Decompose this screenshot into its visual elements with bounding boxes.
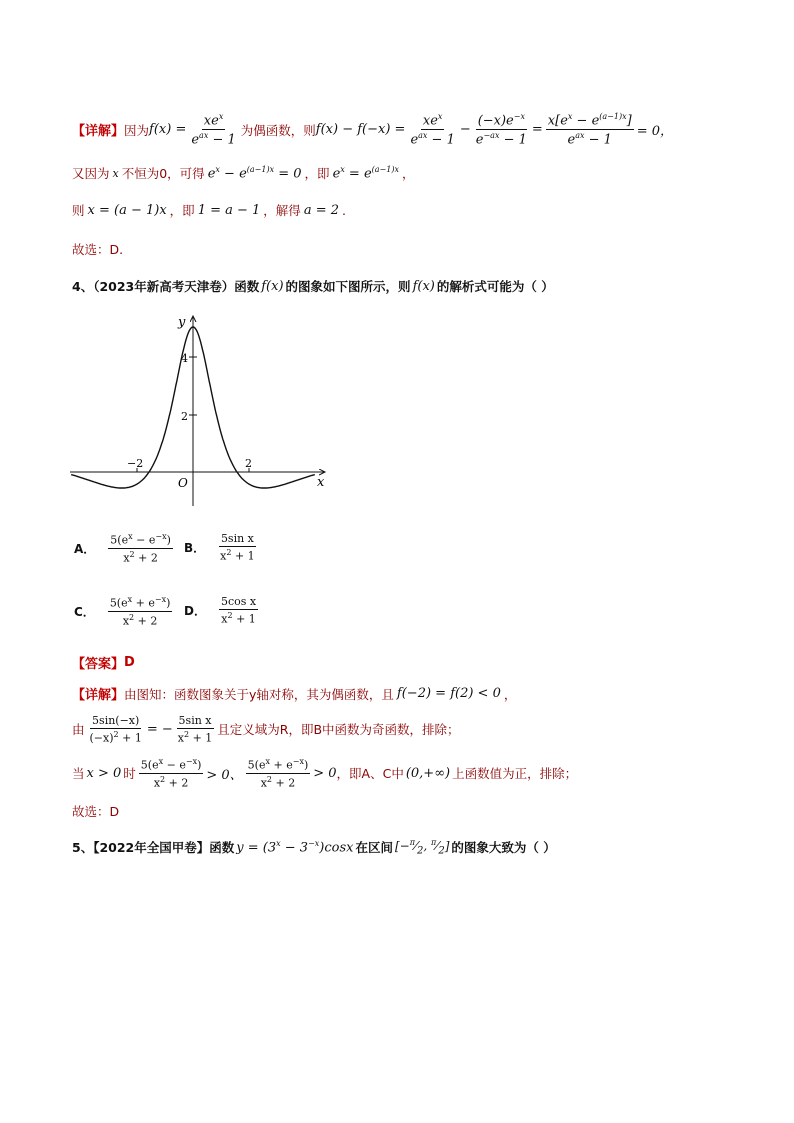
math: (0,+∞) <box>405 765 451 781</box>
math: x <box>112 166 119 180</box>
text: 当 <box>72 766 85 782</box>
fraction: $\frac{5\sin(-x)}{(-x)^2 + 1}$ <box>89 714 142 745</box>
question-4-stem <box>72 277 554 295</box>
x-axis-label: x <box>317 475 325 490</box>
detail-line-2 <box>72 164 414 182</box>
math: > 0 <box>313 765 337 781</box>
option-b[interactable]: B． $\frac{\text{5sin x}}{x^2 + 1}$ <box>184 532 255 563</box>
fraction: $\frac{xe^x}{e^{ax} - 1}$ <box>191 112 236 148</box>
tick-label-xn2: −2 <box>127 457 144 470</box>
text: 为偶函数，则 <box>240 122 316 138</box>
q4-detail-line-3 <box>72 757 577 789</box>
fraction: $\frac{\text{5sin x}}{x^2 + 1}$ <box>177 714 213 745</box>
fraction: $\frac{5(e^x - e^{-x})}{x^2 + 2}$ <box>140 757 202 790</box>
y-axis-label: y <box>178 315 186 330</box>
fraction: $\frac{\text{5sin x}}{x^2 + 1}$ <box>220 532 255 563</box>
detail-line-1: 【详解】 因为 f(x) = $\frac{xe^x}{e^{ax} - 1}$ 为偶函数，则 f(x) − f(−x) = $\frac{xe^x}{e^{ax} - 1}$ − $\frac{(-x)e^{-x}}{e^{-ax} - 1}$ = $\frac{x[e^x - e^{(a-1)x}]}{e^{ax} - 1}$ = 0， <box>72 112 673 148</box>
fraction: $\frac{5(e^x - e^{-x})}{x^2 + 2}$ <box>110 532 171 565</box>
math: f(x) = <box>149 122 187 138</box>
text: 因为 <box>124 122 150 138</box>
text: 由 <box>72 722 85 738</box>
text: 又因为 <box>72 166 110 181</box>
fraction: $\frac{(-x)e^{-x}}{e^{-ax} - 1}$ <box>475 112 527 148</box>
answer-line <box>72 653 135 672</box>
math: = − <box>146 721 173 737</box>
text: 的图象大致为（ ） <box>451 840 556 856</box>
detail-line-4 <box>72 240 123 258</box>
text: 由图知：函数图象关于y轴对称，其为偶函数，且 <box>124 686 394 702</box>
choice-conclusion: 故选：D. <box>72 242 124 257</box>
text: ， <box>503 686 517 702</box>
text: 5、【2022年全国甲卷】函数 <box>72 840 235 856</box>
option-a[interactable]: A． $\frac{5(e^x - e^{-x})}{x^2 + 2}$ <box>74 532 171 565</box>
q4-detail-line-2 <box>72 714 460 745</box>
text: ，即A、C中 <box>336 766 404 782</box>
tick-label-y4: 4 <box>181 352 188 365</box>
option-d[interactable]: D． $\frac{\text{5cos x}}{x^2 + 1}$ <box>184 595 257 626</box>
math: x = (a − 1)x <box>87 202 167 218</box>
option-c[interactable]: C． $\frac{5(e^x + e^{-x})}{x^2 + 2}$ <box>74 595 171 628</box>
fraction: $\frac{x[e^x - e^{(a-1)x}]}{e^{ax} - 1}$ <box>547 112 632 148</box>
math: 1 = a − 1 <box>197 202 261 218</box>
answer-tag: 【答案】 <box>72 657 125 672</box>
text: 时 <box>123 766 136 782</box>
fraction: $\frac{5(e^x + e^{-x})}{x^2 + 2}$ <box>247 757 309 790</box>
text: 的解析式可能为（ ） <box>436 279 554 294</box>
q4-detail-line-4 <box>72 802 119 820</box>
detail-line-3 <box>72 201 346 219</box>
math: f(x) <box>261 278 284 294</box>
text: 且定义域为R，即B中函数为奇函数，排除； <box>217 722 460 738</box>
text: . <box>342 202 346 218</box>
detail-tag: 【详解】 <box>72 124 125 140</box>
math: = 0， <box>636 124 673 140</box>
math: $e^x - e^{(a-1)x} = 0$ <box>207 164 302 182</box>
math: f(x) <box>412 278 435 294</box>
tick-label-x2: 2 <box>245 457 252 470</box>
text: ，即 <box>169 203 195 218</box>
text: 不恒为0，可得 <box>121 166 205 181</box>
tick-label-y2: 2 <box>181 410 188 423</box>
text: ， <box>401 166 415 181</box>
fraction: $\frac{xe^x}{e^{ax} - 1}$ <box>410 112 455 148</box>
text: ，解得 <box>263 203 301 218</box>
text: 在区间 <box>355 840 393 856</box>
math: a = 2 <box>303 202 339 218</box>
math: f(−2) = f(2) < 0 <box>396 686 501 701</box>
answer-value: D <box>124 655 135 670</box>
fraction: $\frac{5(e^x + e^{-x})}{x^2 + 2}$ <box>109 595 171 628</box>
text: ，即 <box>304 166 330 181</box>
math: f(x) − f(−x) = <box>315 122 406 138</box>
function-graph <box>70 312 330 512</box>
detail-tag: 【详解】 <box>72 688 125 703</box>
text: 上函数值为正，排除； <box>452 766 578 782</box>
math: $y = (3^x - 3^{-x})\cos x$ <box>236 839 354 856</box>
fraction: $\frac{\text{5cos x}}{x^2 + 1}$ <box>220 595 257 626</box>
math: $e^x = e^{(a-1)x}$ <box>332 164 399 182</box>
text: 的图象如下图所示，则 <box>285 279 411 294</box>
text: 则 <box>72 203 85 218</box>
origin-label: O <box>178 476 188 490</box>
choice-conclusion: 故选：D <box>72 804 120 819</box>
math: x > 0 <box>86 765 122 781</box>
math: [$-^\pi⁄_2$, $^\pi⁄_2$] <box>394 838 450 857</box>
q4-detail-line-1 <box>72 684 516 703</box>
question-5-stem <box>72 838 556 856</box>
text: 4、（2023年新高考天津卷）函数 <box>72 279 260 294</box>
math: > 0、 <box>206 767 243 783</box>
